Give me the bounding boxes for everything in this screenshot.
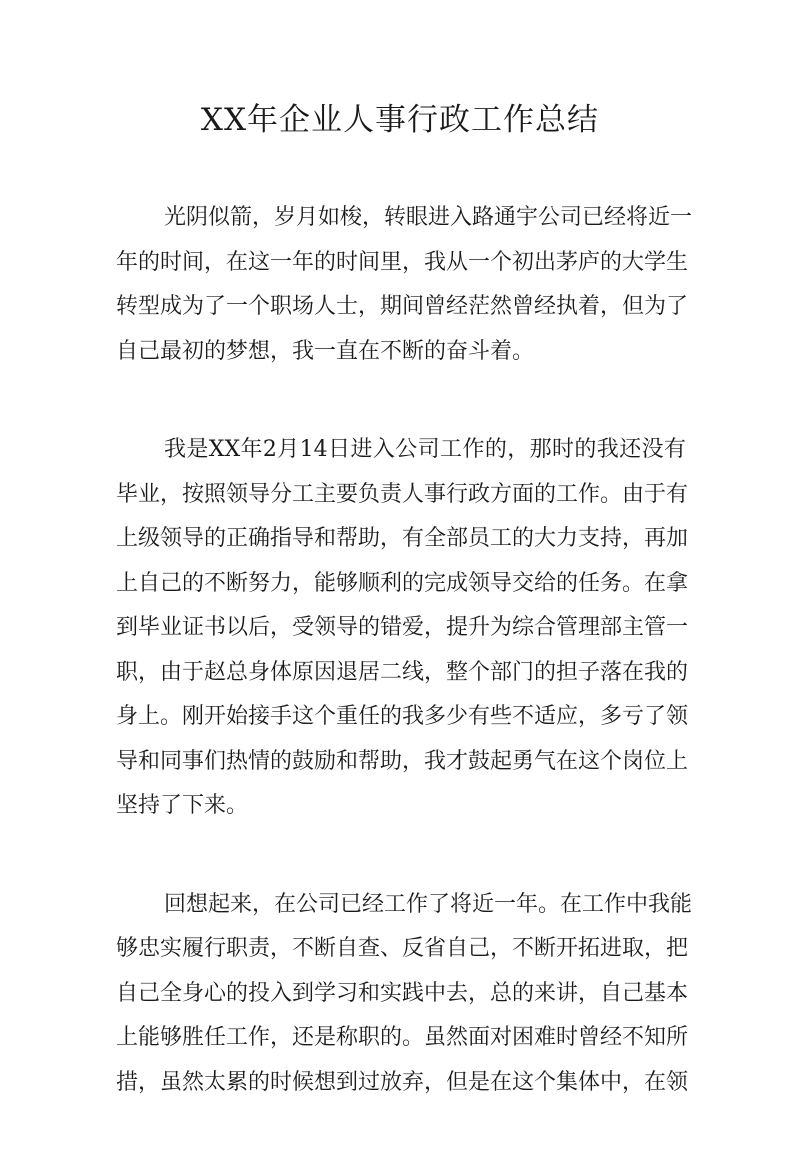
paragraph-line: 身上。刚开始接手这个重任的我多少有些不适应，多亏了领 <box>116 704 689 729</box>
paragraph-line: 上能够胜任工作，还是称职的。虽然面对困难时曾经不知所 <box>116 1025 689 1050</box>
paragraph-line: 转型成为了一个职场人士，期间曾经茫然曾经执着，但为了 <box>116 294 689 319</box>
paragraph-line: 措，虽然太累的时候想到过放弃，但是在这个集体中，在领 <box>116 1069 689 1095</box>
paragraph-1 <box>116 196 693 374</box>
paragraph-line: 职，由于赵总身体原因退居二线，整个部门的担子落在我的 <box>116 659 689 685</box>
paragraph-line: 我是XX年2月14日进入公司工作的，那时的我还没有 <box>164 437 686 462</box>
paragraph-line: 到毕业证书以后，受领导的错爱，提升为综合管理部主管一 <box>116 615 689 640</box>
paragraph-line: 光阴似箭，岁月如梭，转眼进入路通宇公司已经将近一 <box>164 205 693 230</box>
paragraph-2 <box>116 428 689 829</box>
document-body <box>116 196 693 1159</box>
paragraph-line: 上级领导的正确指导和帮助，有全部员工的大力支持，再加 <box>116 526 689 551</box>
paragraph-line: 自己全身心的投入到学习和实践中去，总的来讲，自己基本 <box>116 980 689 1006</box>
paragraph-line: 够忠实履行职责，不断自查、反省自己，不断开拓进取，把 <box>116 936 689 961</box>
document-title: XX年企业人事行政工作总结 <box>200 102 600 138</box>
paragraph-line: 回想起来，在公司已经工作了将近一年。在工作中我能 <box>164 891 693 917</box>
paragraph-line: 坚持了下来。 <box>116 793 249 818</box>
paragraph-line: 毕业，按照领导分工主要负责人事行政方面的工作。由于有 <box>116 481 689 507</box>
paragraph-line: 自己最初的梦想，我一直在不断的奋斗着。 <box>116 338 535 364</box>
paragraph-3 <box>116 883 693 1106</box>
paragraph-line: 导和同事们热情的鼓励和帮助，我才鼓起勇气在这个岗位上 <box>116 748 689 774</box>
paragraph-line: 上自己的不断努力，能够顺利的完成领导交给的任务。在拿 <box>116 570 689 596</box>
paragraph-line: 年的时间，在这一年的时间里，我从一个初出茅庐的大学生 <box>116 249 689 275</box>
